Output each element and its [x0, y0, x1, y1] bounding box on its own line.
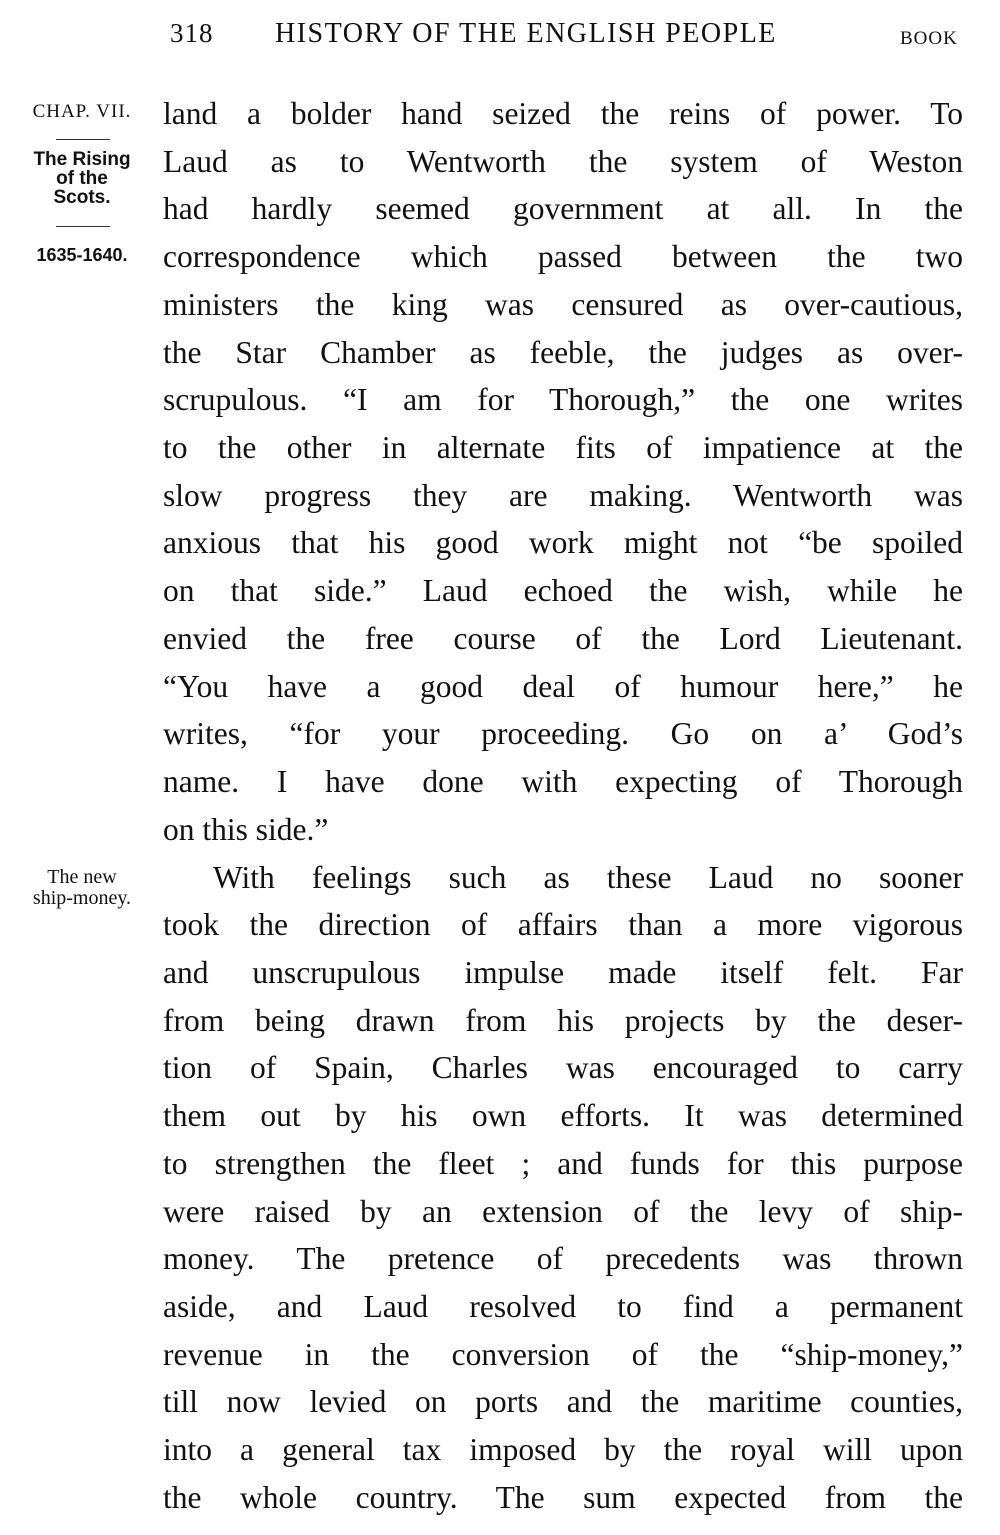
- book-label: BOOK: [900, 28, 958, 49]
- side-note-line: The new: [47, 866, 117, 888]
- text-line: from being drawn from his projects by the deser-: [163, 1002, 963, 1038]
- text-line: tion of Spain, Charles was encouraged to carry: [163, 1050, 963, 1086]
- text-line: scrupulous. “I am for Thorough,” the one writes: [163, 382, 963, 418]
- text-line: correspondence which passed between the two: [163, 239, 963, 275]
- text-line: into a general tax imposed by the royal will upon: [163, 1432, 963, 1468]
- running-title: HISTORY OF THE ENGLISH PEOPLE: [275, 18, 777, 49]
- text-line: took the direction of affairs than a more vigorous: [163, 907, 963, 943]
- text-line: them out by his own efforts. It was determined: [163, 1098, 963, 1134]
- text-line: till now levied on ports and the maritime counties,: [163, 1384, 963, 1420]
- margin-rule: [56, 226, 110, 227]
- text-line: slow progress they are making. Wentworth was: [163, 477, 963, 513]
- text-line: envied the free course of the Lord Lieutenant.: [163, 620, 963, 656]
- text-line: the Star Chamber as feeble, the judges as over-: [163, 334, 963, 370]
- page-number: 318: [170, 18, 214, 48]
- text-line: the whole country. The sum expected from the: [163, 1479, 963, 1515]
- text-line: to strengthen the fleet ; and funds for this purpose: [163, 1145, 963, 1181]
- text-line: had hardly seemed government at all. In the: [163, 191, 963, 227]
- side-note: [8, 867, 156, 909]
- date-range: 1635-1640.: [36, 245, 128, 265]
- text-line: ministers the king was censured as over-cautious,: [163, 286, 963, 322]
- text-line: land a bolder hand seized the reins of power. To: [163, 96, 963, 131]
- text-line: anxious that his good work might not “be spoiled: [163, 525, 963, 561]
- side-note-line: ship-money.: [32, 887, 132, 909]
- text-line: writes, “for your proceeding. Go on a’ God’s: [163, 716, 963, 752]
- text-line: to the other in alternate fits of impatience at the: [163, 430, 963, 466]
- text-line: “You have a good deal of humour here,” he: [163, 668, 963, 704]
- text-line: With feelings such as these Laud no sooner: [213, 859, 963, 895]
- margin-rule: [56, 139, 110, 140]
- chapter-label: CHAP. VII.: [32, 101, 132, 122]
- text-line: aside, and Laud resolved to find a permanent: [163, 1288, 963, 1324]
- text-line: on that side.” Laud echoed the wish, while he: [163, 573, 963, 609]
- text-line: and unscrupulous impulse made itself felt. Far: [163, 954, 963, 990]
- text-line: name. I have done with expecting of Thorough: [163, 764, 963, 800]
- text-line: revenue in the conversion of the “ship-money,”: [163, 1336, 963, 1372]
- section-title-line: of the: [56, 168, 108, 189]
- running-head: [0, 18, 1000, 58]
- section-title-line: The Rising: [33, 149, 131, 170]
- text-line: on this side.”: [163, 811, 329, 847]
- section-title: [8, 150, 156, 207]
- body-text: [163, 90, 963, 1522]
- text-line: money. The pretence of precedents was thrown: [163, 1241, 963, 1277]
- section-title-line: Scots.: [53, 187, 111, 208]
- text-line: Laud as to Wentworth the system of Weston: [163, 143, 963, 179]
- text-line: were raised by an extension of the levy of ship-: [163, 1193, 963, 1229]
